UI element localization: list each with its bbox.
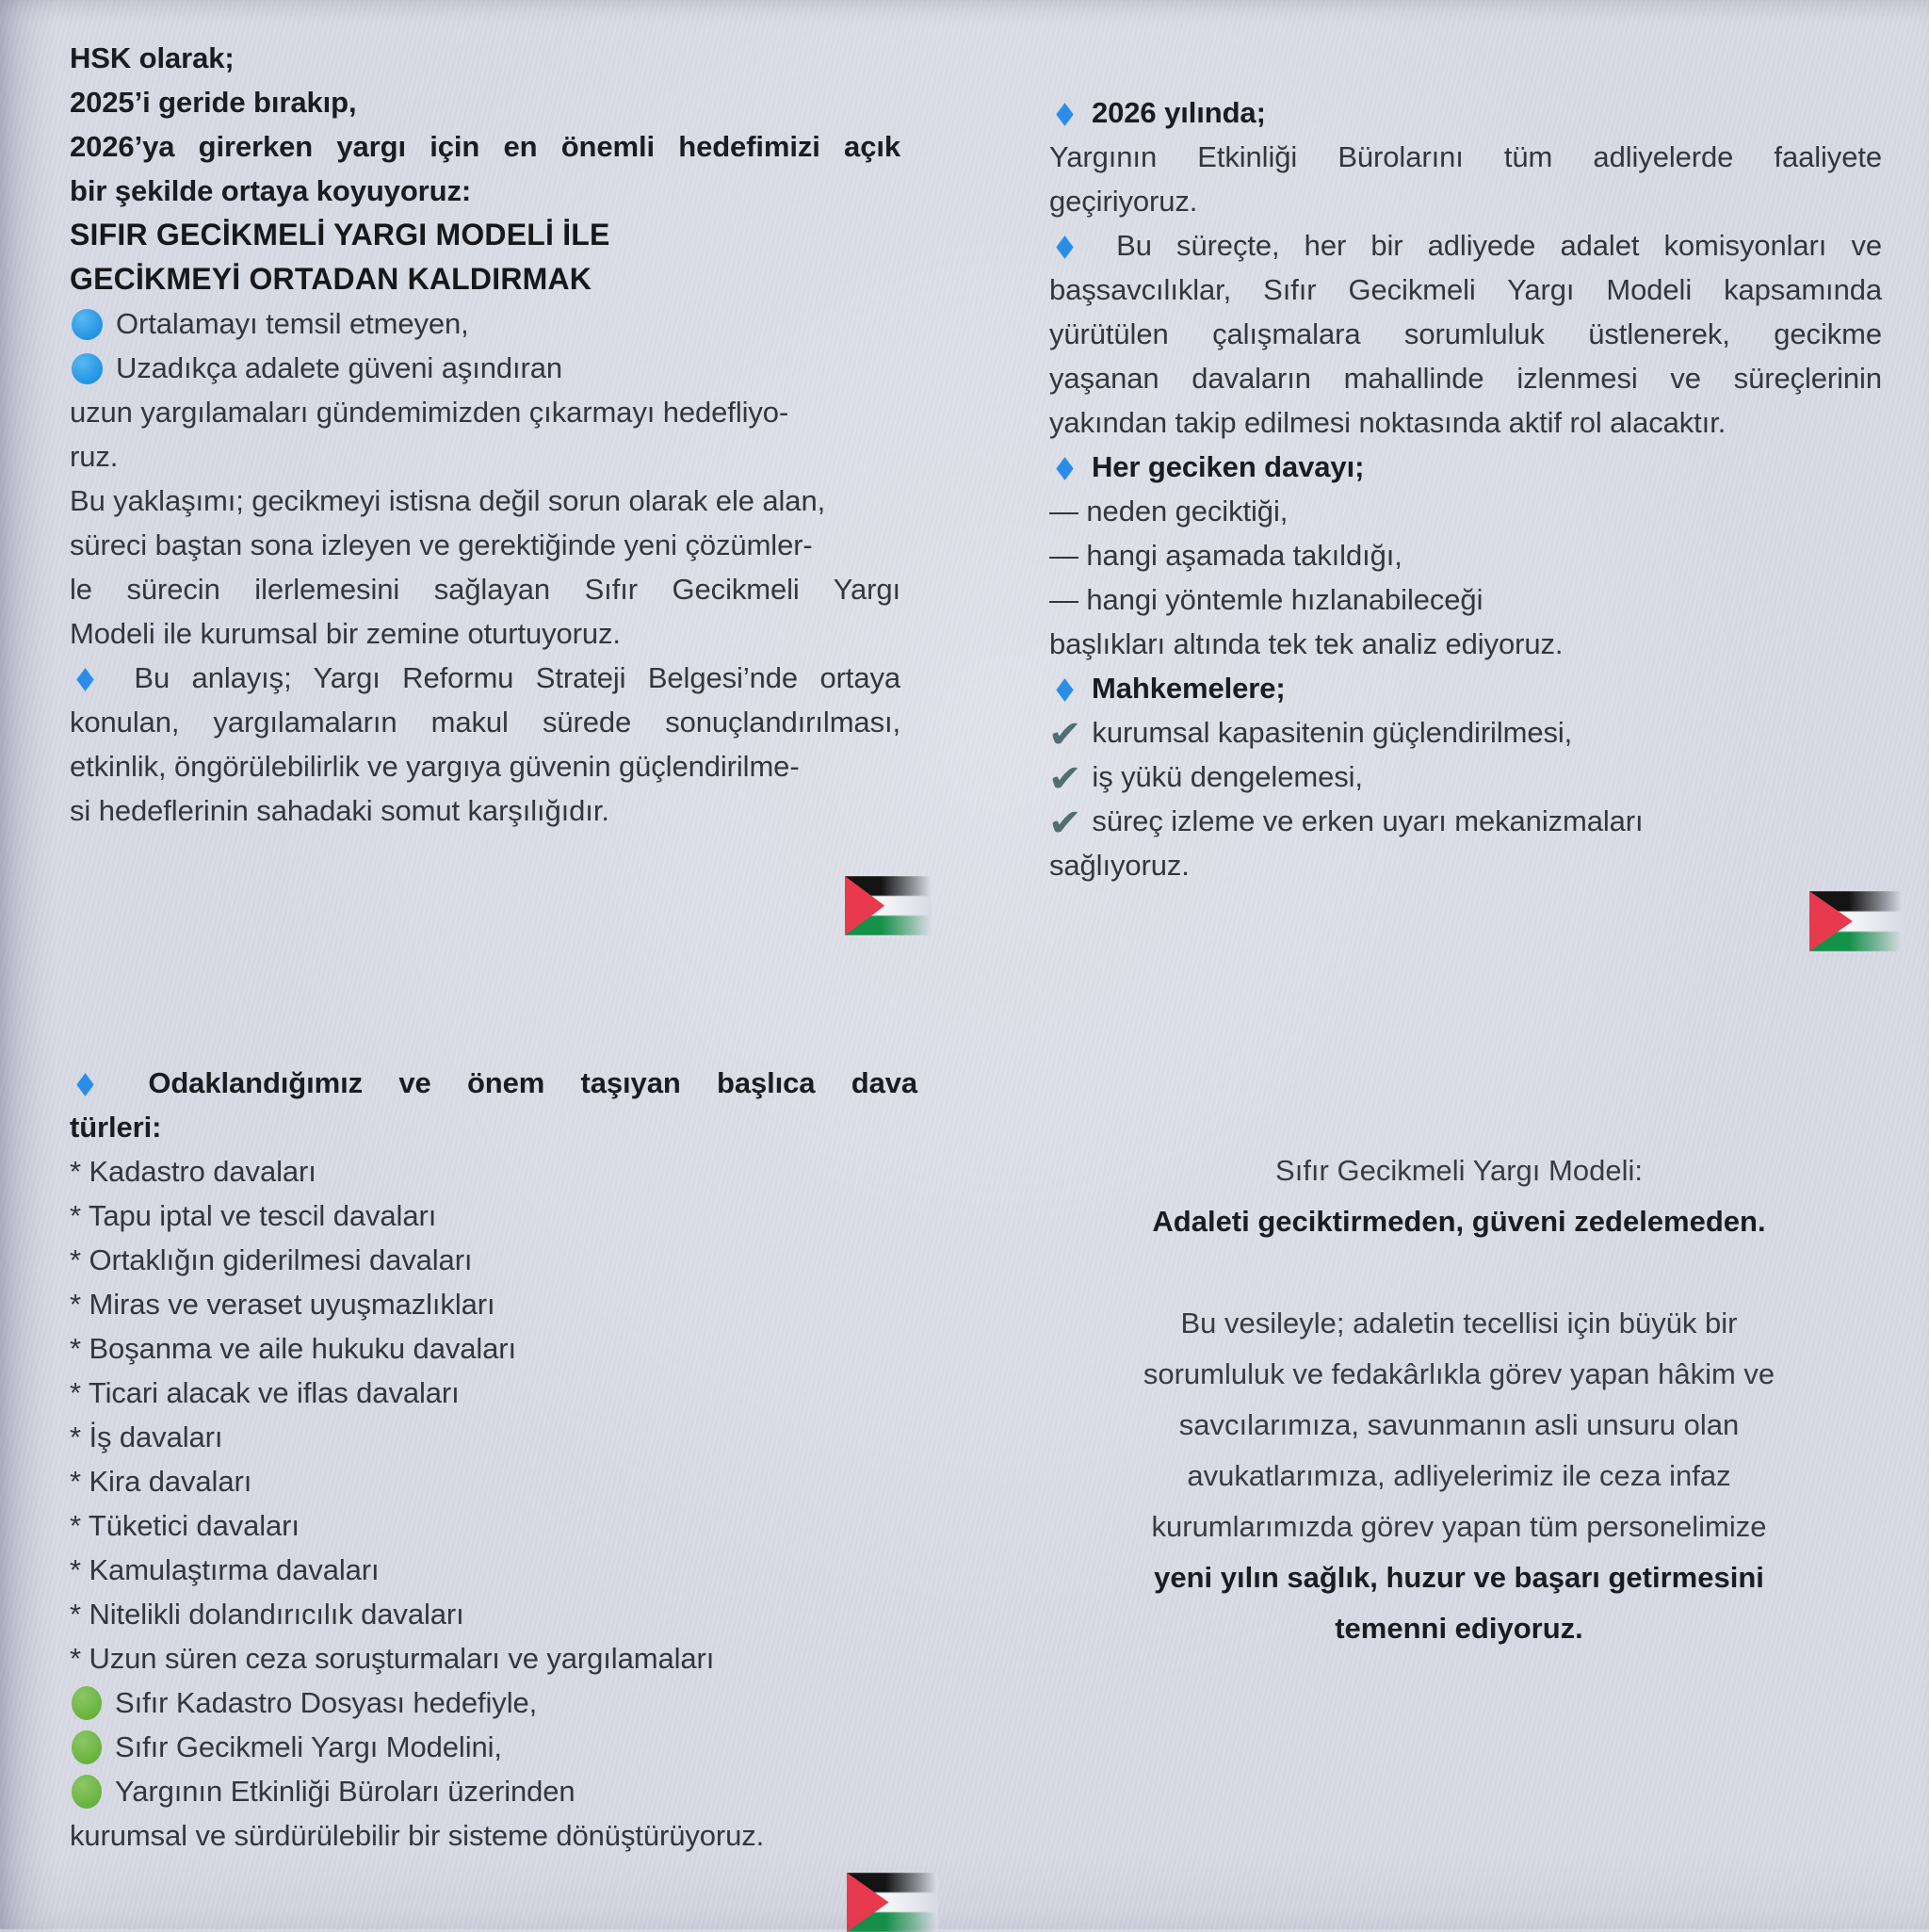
flag-fade [847,1873,938,1932]
courts-heading [1049,666,1882,710]
palestinian-flag-icon [845,876,932,935]
intro-section [70,36,900,833]
strategy-line: si hedeflerinin sahadaki somut karşılığıdır. [70,794,609,827]
green-circle-bullet-icon [72,1730,102,1764]
process-line: yaşanan davaların mahallinde izlenmesi ve süreçlerinin [1049,362,1882,395]
year-2026-heading [1049,90,1882,135]
closing-message-line: savcılarımıza, savunmanın asli unsuru olan [1178,1408,1740,1441]
system-goal-text: Sıfır Gecikmeli Yargı Modelini, [115,1730,502,1763]
intro-body-line: Modeli ile kurumsal bir zemine oturtuyoruz. [70,617,621,650]
closing-wish-line: yeni yılın sağlık, huzur ve başarı getirmesini [1154,1561,1764,1594]
palestinian-flag-icon [847,1873,938,1932]
strategy-line [70,656,900,700]
courts-check-text: kurumsal kapasitenin güçlendirilmesi, [1092,716,1573,749]
flag-fade [845,876,932,935]
delayed-case-heading [1049,445,1882,489]
case-type-item: * Tüketici davaları [70,1509,300,1542]
intro-opening-line: HSK olarak; [70,41,235,74]
case-type-item: * Kamulaştırma davaları [70,1553,380,1586]
system-goal-item [70,1725,917,1769]
intro-body-line: uzun yargılamaları gündemimizden çıkarmayı hedefliyo- [70,396,789,429]
flag-fade [1809,891,1904,951]
model-title-line: SIFIR GECİKMELİ YARGI MODELİ İLE [70,218,610,252]
diamond-icon [76,668,93,691]
closing-wish-line: temenni ediyoruz. [1335,1612,1583,1645]
process-line: yürütülen çalışmalara sorumluluk üstlenerek, gecikme [1049,317,1882,350]
year-2026-heading-text: 2026 yılında; [1092,96,1266,129]
check-icon [1048,760,1082,798]
delayed-case-dash-item: — neden geciktiği, [1049,495,1289,528]
diamond-icon [1056,678,1073,702]
intro-bullet-text: Uzadıkça adalete güveni aşındıran [116,351,563,384]
intro-opening-line: 2025’i geride bırakıp, [70,86,357,119]
intro-body-line: Bu yaklaşımı; gecikmeyi istisna değil sorun olarak ele alan, [70,484,826,517]
case-type-item: * Ticari alacak ve iflas davaları [70,1376,460,1409]
process-line: başsavcılıklar, Sıfır Gecikmeli Yargı Modeli kapsamında [1049,273,1882,306]
year-2026-line: Yargının Etkinliği Bürolarını tüm adliyelerde faaliyete [1049,140,1882,173]
case-types-heading [70,1061,917,1105]
intro-bullet-text: Ortalamayı temsil etmeyen, [116,307,469,340]
delayed-case-footer: başlıkları altında tek tek analiz ediyoruz. [1049,627,1564,660]
intro-body-line: süreci baştan sona izleyen ve gerektiğinde yeni çözümler- [70,528,813,561]
check-icon [1048,716,1082,754]
process-line: yakından takip edilmesi noktasında aktif rol alacaktır. [1049,406,1726,439]
courts-footer: sağlıyoruz. [1049,849,1190,882]
check-icon [1048,804,1082,842]
intro-opening-line: 2026’ya girerken yargı için en önemli hedefimizi açık [70,130,900,163]
diamond-icon [1056,103,1073,126]
courts-check-text: iş yükü dengelemesi, [1092,760,1363,793]
diamond-icon [76,1073,93,1096]
delayed-case-dash-item: — hangi yöntemle hızlanabileceği [1049,583,1483,616]
system-goal-text: Yargının Etkinliği Büroları üzerinden [115,1775,575,1808]
intro-body-line: ruz. [70,440,119,473]
intro-bullet-item [70,346,900,390]
courts-heading-text: Mahkemelere; [1092,672,1286,705]
case-types-section [70,1061,917,1858]
closing-model-label: Sıfır Gecikmeli Yargı Modeli: [1275,1154,1643,1187]
closing-message-line: avukatlarımıza, adliyelerimiz ile ceza infaz [1187,1459,1731,1492]
case-type-item: * Ortaklığın giderilmesi davaları [70,1243,473,1276]
case-type-item: * Miras ve veraset uyuşmazlıkları [70,1288,495,1321]
green-circle-bullet-icon [72,1686,102,1720]
courts-check-text: süreç izleme ve erken uyarı mekanizmaları [1092,804,1644,837]
case-types-footer: kurumsal ve sürdürülebilir bir sisteme dönüştürüyoruz. [70,1819,765,1852]
case-types-heading-text: Odaklandığımız ve önem taşıyan başlıca dava [148,1066,917,1099]
case-type-item: * İş davaları [70,1421,223,1453]
delayed-case-dash-item: — hangi aşamada takıldığı, [1049,539,1402,572]
diamond-icon [1056,235,1073,259]
courts-check-item [1049,799,1882,843]
system-goal-text: Sıfır Kadastro Dosyası hedefiyle, [115,1686,538,1719]
closing-message-line: kurumlarımızda görev yapan tüm personelimize [1151,1510,1767,1543]
delayed-case-heading-text: Her geciken davayı; [1092,450,1365,483]
closing-slogan: Adaleti geciktirmeden, güveni zedelemeden. [1152,1205,1766,1238]
system-goal-item [70,1769,917,1813]
green-circle-bullet-icon [72,1775,102,1809]
closing-message-line: Bu vesileyle; adaletin tecellisi için büyük bir [1180,1307,1738,1339]
case-type-item: * Kira davaları [70,1465,252,1498]
case-type-item: * Kadastro davaları [70,1155,316,1188]
blue-circle-bullet-icon [72,353,103,384]
strategy-line: konulan, yargılamaların makul sürede sonuçlandırılması, [70,706,900,739]
strategy-text: Bu anlayış; Yargı Reformu Strateji Belgesi’nde ortaya [134,661,901,694]
closing-section [1012,1145,1906,1654]
process-text: Bu süreçte, her bir adliyede adalet komisyonları ve [1116,229,1882,262]
case-type-item: * Uzun süren ceza soruşturmaları ve yargılamaları [70,1642,715,1675]
strategy-line: etkinlik, öngörülebilirlik ve yargıya güvenin güçlendirilme- [70,750,800,783]
closing-message-line: sorumluluk ve fedakârlıkla görev yapan hâkim ve [1143,1357,1775,1390]
process-line [1049,223,1882,268]
case-type-item: * Nitelikli dolandırıcılık davaları [70,1598,464,1631]
model-title-line: GECİKMEYİ ORTADAN KALDIRMAK [70,262,592,296]
case-types-heading: türleri: [70,1111,162,1144]
diamond-icon [1056,457,1073,480]
case-type-item: * Boşanma ve aile hukuku davaları [70,1332,517,1365]
courts-check-item [1049,710,1882,755]
intro-bullet-item [70,301,900,346]
closing-spacer [1012,1247,1906,1298]
courts-check-item [1049,755,1882,799]
case-type-item: * Tapu iptal ve tescil davaları [70,1199,437,1232]
palestinian-flag-icon [1809,891,1904,951]
blue-circle-bullet-icon [72,309,103,340]
plan-2026-section [1049,90,1882,887]
year-2026-line: geçiriyoruz. [1049,185,1198,218]
intro-opening-line: bir şekilde ortaya koyuyoruz: [70,174,472,207]
system-goal-item [70,1680,917,1725]
intro-body-line: le sürecin ilerlemesini sağlayan Sıfır Gecikmeli Yargı [70,573,900,606]
